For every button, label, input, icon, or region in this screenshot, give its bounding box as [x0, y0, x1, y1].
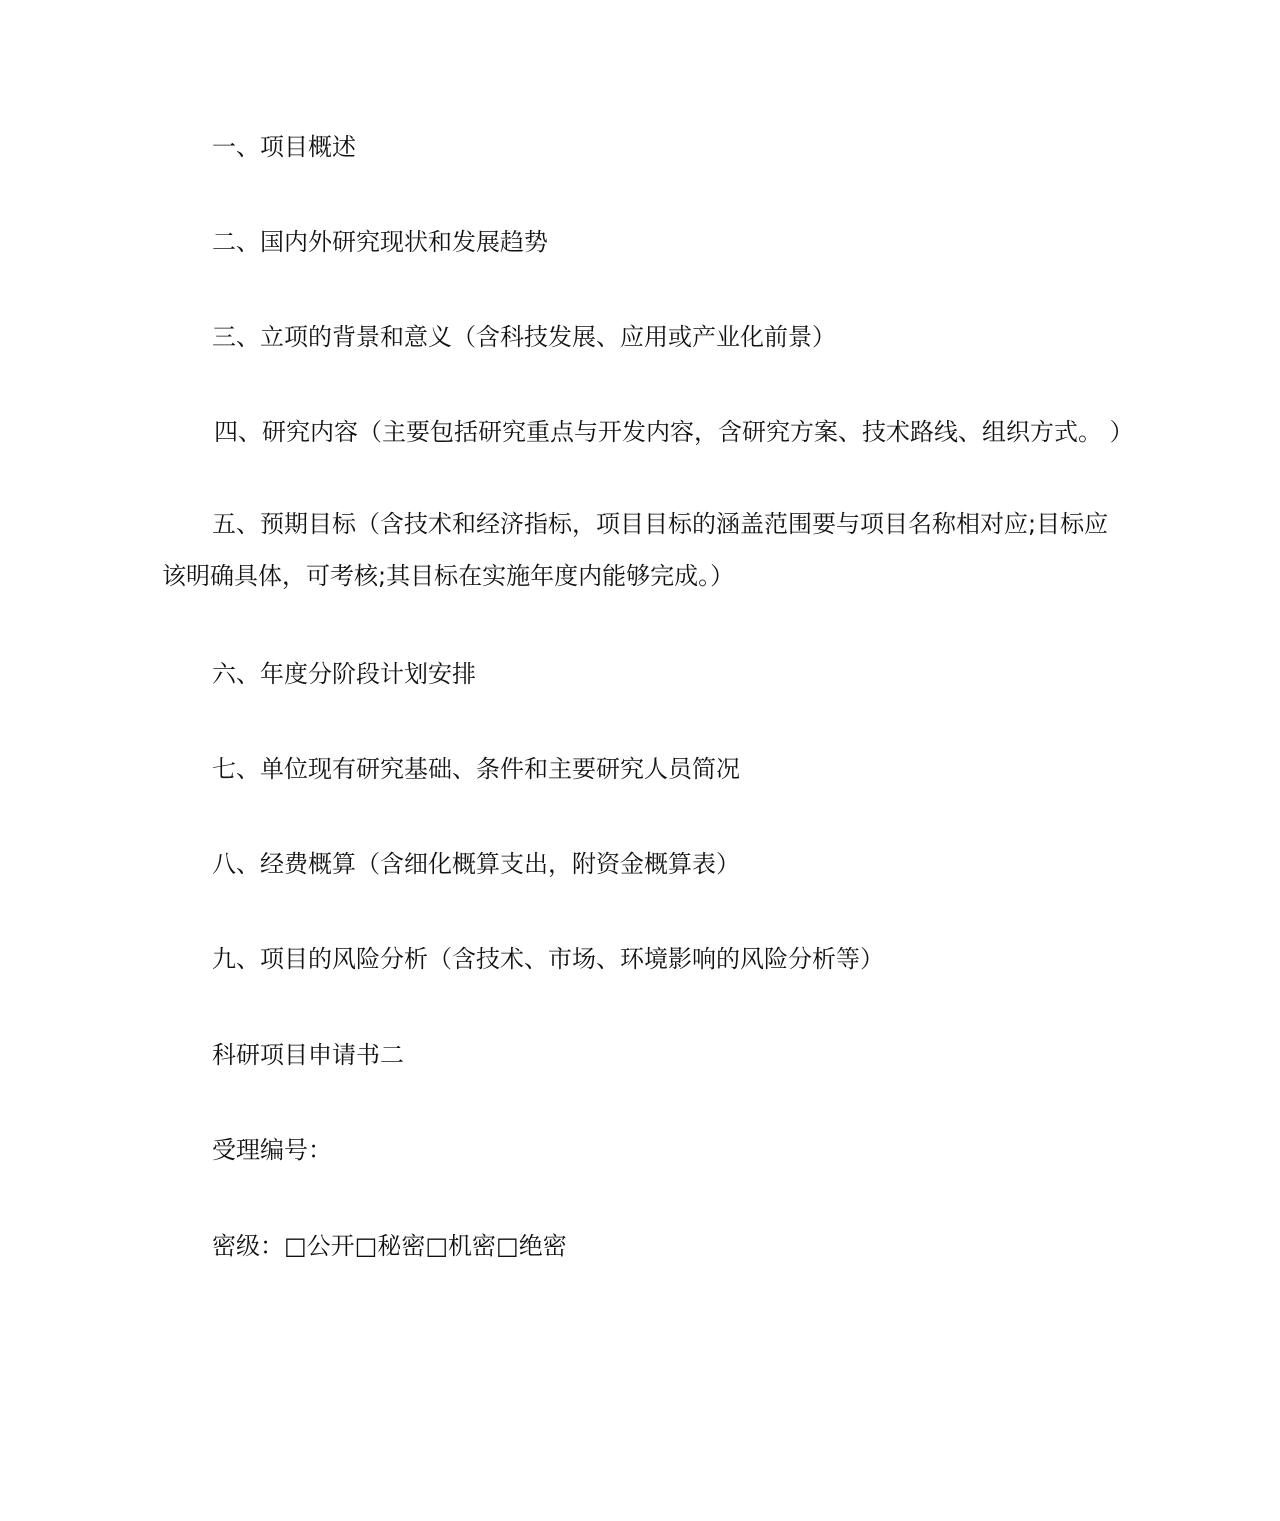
acceptance-number-label: 受理编号： — [212, 1136, 332, 1164]
section-4-heading: 四、研究内容（主要包括研究重点与开发内容，含研究方案、技术路线、组织方式。 ） — [214, 418, 1134, 446]
section-7-heading: 七、单位现有研究基础、条件和主要研究人员简况 — [212, 755, 740, 783]
section-1-heading: 一、项目概述 — [212, 133, 356, 161]
section-3-heading: 三、立项的背景和意义（含科技发展、应用或产业化前景） — [212, 323, 836, 351]
section-5-paragraph: 五、预期目标（含技术和经济指标，项目目标的涵盖范围要与项目名称相对应;目标应该明确具体，可考核;其目标在实施年度内能够完成。） — [162, 510, 1109, 590]
second-application-title: 科研项目申请书二 — [212, 1041, 404, 1069]
section-6-heading: 六、年度分阶段计划安排 — [212, 660, 476, 688]
section-2-heading: 二、国内外研究现状和发展趋势 — [212, 228, 548, 256]
security-level-label: 密级：□公开□秘密□机密□绝密 — [212, 1232, 567, 1260]
section-9-heading: 九、项目的风险分析（含技术、市场、环境影响的风险分析等） — [212, 945, 884, 973]
section-8-heading: 八、经费概算（含细化概算支出，附资金概算表） — [212, 850, 740, 878]
